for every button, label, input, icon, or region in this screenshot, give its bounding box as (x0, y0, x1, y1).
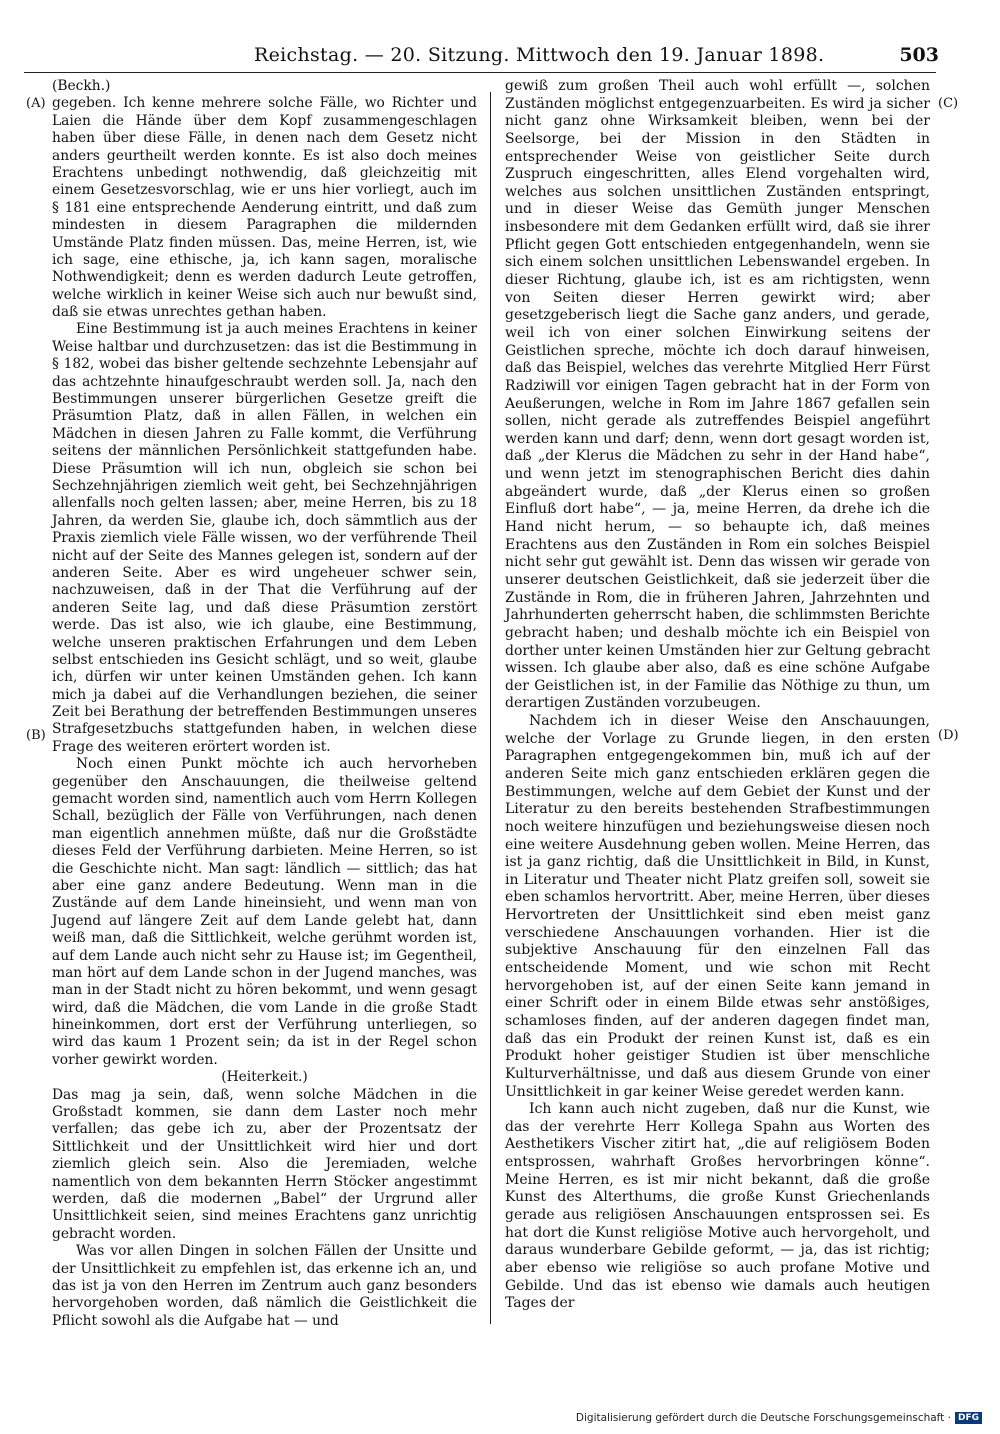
paragraph: Eine Bestimmung ist ja auch meines Erachtens in keiner Weise haltbar und durchzusetzen: das ist die Bestimmung in § 182, wobei das bisher geltende sechzehnte Lebensjahr auf das achtzehnte hinaufgeschraubt werden soll. Ja, nach den Bestimmungen unserer bürgerlichen Gesetze greift die Präsumtion Platz, daß in allen Fällen, in welchen ein Mädchen in diesen Jahren zu Falle kommt, die Verführung seitens der männlichen Persönlichkeit stattgefunden habe. Diese Präsumtion will ich nun, obgleich sie schon bei Sechzehnjährigen ziemlich weit geht, bei Sechzehnjährigen allenfalls noch gelten lassen; aber, meine Herren, bis zu 18 Jahren, da werden Sie, glaube ich, doch sämmtlich aus der Praxis ziemlich viele Fälle wissen, wo der verführende Theil nicht auf der Seite des Mannes gelegen ist, sondern auf der anderen Seite. Aber es wird ungeheuer schwer sein, nachzuweisen, daß in der That die Verführung auf der anderen Seite lag, und daß diese Präsumtion zerstört werde. Das ist also, wie ich glaube, eine Bestimmung, welche unseren praktischen Erfahrungen und dem Leben selbst entschieden ins Gesicht schlägt, und so weit, glaube ich, dürfen wir unter keinen Umständen gehen. Ich kann mich ja dabei auf die Verhandlungen beziehen, die seiner Zeit bei Berathung der betreffenden Bestimmungen unseres Strafgesetzbuchs stattgefunden haben, in welchen diese Frage des weiteren erörtert worden ist. (52, 321, 477, 755)
paragraph: Noch einen Punkt möchte ich auch hervorheben gegenüber den Anschauungen, die theilweise geltend gemacht worden sind, namentlich auch vom Herrn Kollegen Schall, bezüglich der Fälle von Verführungen, nach denen man eigentlich annehmen müßte, daß nur die Großstädte dieses Feld der Verführung darbieten. Meine Herren, so ist die Geschichte nicht. Man sagt: ländlich — sittlich; das hat aber eine ganz andere Bedeutung. Wenn man in die Zustände auf dem Lande hineinsieht, und wenn man von Jugend auf längere Zeit auf dem Lande gelebt hat, dann weiß man, daß die Sittlichkeit, welche gerühmt worden ist, auf dem Lande auch nicht sehr zu Hause ist; im Gegentheil, man hört auf dem Lande schon in der Jugend manches, was man in der Stadt nicht zu hören bekommt, und wenn gesagt wird, daß die Mädchen, die vom Lande in die große Stadt hineinkommen, dort erst der Verführung unterliegen, so wird das kaum 1 Prozent sein; da ist in der Regel schon vorher gewirkt worden. (52, 756, 477, 1068)
paragraph: Ich kann auch nicht zugeben, daß nur die Kunst, wie das der verehrte Herr Kollega Spahn aus Worten des Aesthetikers Vischer zitirt hat, „die auf religiösem Boden entsprossen, wahrhaft Großes hervorbringen könne“. Meine Herren, es ist mir nicht bekannt, daß die große Kunst des Alterthums, die große Kunst Griechenlands gerade aus religiösen Anschauungen entsprossen sei. Es hat dort die Kunst religiöse Motive auch hervorgeholt, und daraus wunderbare Gebilde geformt, — ja, das ist richtig; aber ebenso wie religiöse so auch profane Motive und Gebilde. Und das ist ebenso wie damals auch heutigen Tages der (505, 1101, 930, 1312)
paragraph: gewiß zum großen Theil auch wohl erfüllt —, solchen Zuständen möglichst entgegenzuarbeiten. Es wird ja sicher nicht ganz ohne Wirksamkeit bleiben, wenn bei der Seelsorge, bei der Mission in den Städten in entsprechender Weise von geistlicher Seite durch Zuspruch eingeschritten, alles Elend vorgehalten wird, welches aus solchen unsittlichen Zuständen entspringt, und in dieser Weise das Gemüth junger Menschen insbesondere mit dem Gedanken erfüllt wird, daß sie ihrer Pflicht gegen Gott entschieden entgegenhandeln, wenn sie sich einem solchen unsittlichen Lebenswandel ergeben. In dieser Richtung, glaube ich, ist es am richtigsten, wenn von Seiten dieser Herren gewirkt wird; aber gesetzgeberisch liegt die Sache ganz anders, und gerade, weil ich von einer solchen Einwirkung seitens der Geistlichen spreche, möchte ich doch darauf hinweisen, daß das Beispiel, welches das verehrte Mitglied Herr Fürst Radziwill vor einigen Tagen gebracht hat in der Form von Aeußerungen, welche in Rom im Jahre 1867 gefallen sein sollen, nicht gerade als zutreffendes Beispiel angeführt werden kann und darf; denn, wenn dort gesagt worden ist, daß „der Klerus die Mädchen zu sehr in der Hand habe“, und wenn jetzt im stenographischen Bericht dies dahin abgeändert wurde, daß „der Klerus einen so großen Einfluß dort habe“, — ja, meine Herren, da drehe ich die Hand nicht herum, — so behaupte ich, daß meines Erachtens aus den Zuständen in Rom ein solches Beispiel nicht sehr gut gewählt ist. Denn das wissen wir gerade von unserer deutschen Geistlichkeit, daß sie jederzeit über die Zustände in Rom, die in früheren Jahren, Jahrzehnten und Jahrhunderten geherrscht haben, die schlimmsten Berichte gebracht haben; und deshalb möchte ich ein Beispiel von dorther unter keinen Umständen hier zur Geltung gebracht wissen. Ich glaube aber also, daß es eine schöne Aufgabe der Geistlichen ist, in der Familie das Nöthige zu thun, um derartigen Zuständen vorzubeugen. (505, 78, 930, 712)
paragraph: Nachdem ich in dieser Weise den Anschauungen, welche der Vorlage zu Grunde liegen, in den ersten Paragraphen entgegengekommen bin, muß ich auf der anderen Seite mich ganz entschieden erklären gegen die Bestimmungen, welche auf dem Gebiet der Kunst und der Literatur zu den bereits bestehenden Strafbestimmungen noch weitere hinzufügen und beziehungsweise diesen noch eine weitere Ausdehnung geben wollen. Meine Herren, das ist ja ganz richtig, daß die Unsittlichkeit in Bild, in Kunst, in Literatur und Theater nicht Platz greifen soll, soweit sie eben schamlos hervortritt. Aber, meine Herren, über dieses Hervortreten der Unsittlichkeit sind eben meist ganz verschiedene Anschauungen vorhanden. Hier ist die subjektive Anschauung für den einzelnen Fall das entscheidende Moment, und wie schon mit Recht hervorgehoben ist, auf der einen Seite kann jemand in einer Schrift oder in einem Bilde etwas sehr anstößiges, schamloses finden, auf der anderen dagegen findet man, daß das ein Produkt der reinen Kunst ist, daß es ein Produkt hoher geistiger Studien ist über menschliche Kulturverhältnisse, und daß aus diesem Grunde von einer Unsittlichkeit in gar keiner Weise geredet werden kann. (505, 713, 930, 1100)
page-header (24, 44, 939, 72)
header-title: Reichstag. — 20. Sitzung. Mittwoch den 19. Januar 1898. (254, 44, 825, 66)
dfg-logo: DFG (955, 1412, 982, 1424)
paragraph: gegeben. Ich kenne mehrere solche Fälle, wo Richter und Laien die Hände über dem Kopf zusammengeschlagen haben über diese Fälle, in denen nach dem Gesetz nicht anders geurtheilt werden konnte. Es ist also doch meines Erachtens unbedingt nothwendig, daß gleichzeitig mit einem Gesetzesvorschlag, wie er uns hier vorliegt, auch im § 181 eine entsprechende Aenderung eintritt, und daß zum mindesten in diesem Paragraphen die mildernden Umstände Platz finden müssen. Das, meine Herren, ist, wie ich sage, eine ethische, ja, ich kann sagen, moralische Nothwendigkeit; denn es werden dadurch Leute getroffen, welche wirklich in keiner Weise sich auch nur bewußt sind, daß sie etwas unrechtes gethan haben. (52, 95, 477, 321)
right-column (505, 78, 930, 1313)
footer (576, 1412, 982, 1424)
speaker-name: (Beckh.) (52, 78, 111, 94)
interjection: (Heiterkeit.) (221, 1069, 308, 1086)
margin-marker-b: (B) (26, 728, 46, 743)
margin-marker-c: (C) (938, 96, 959, 111)
page-number: 503 (899, 44, 939, 66)
margin-marker-d: (D) (938, 728, 959, 743)
header-rule (24, 72, 936, 73)
column-divider (490, 92, 491, 1324)
left-column (52, 78, 477, 1330)
margin-marker-a: (A) (26, 96, 46, 111)
paragraph: Was vor allen Dingen in solchen Fällen der Unsitte und der Unsittlichkeit zu empfehlen ist, das erkenne ich an, und das ist ja von den Herren im Zentrum auch ganz besonders hervorgehoben worden, daß nämlich die Geistlichkeit die Pflicht sowohl als die Aufgabe hat — und (52, 1243, 477, 1329)
paragraph: Das mag ja sein, daß, wenn solche Mädchen in die Großstadt kommen, sie dann dem Laster noch mehr verfallen; das gebe ich zu, aber der Prozentsatz der Sittlichkeit und der Unsittlichkeit wird hier und dort ziemlich gleich sein. Also die Jeremiaden, welche namentlich von dem bekannten Herrn Stöcker angestimmt werden, daß die modernen „Babel“ der Urgrund aller Unsittlichkeit seien, sind meines Erachtens ganz unrichtig gebracht worden. (52, 1086, 477, 1242)
footer-text: Digitalisierung gefördert durch die Deutsche Forschungsgemeinschaft · (575, 1412, 951, 1424)
